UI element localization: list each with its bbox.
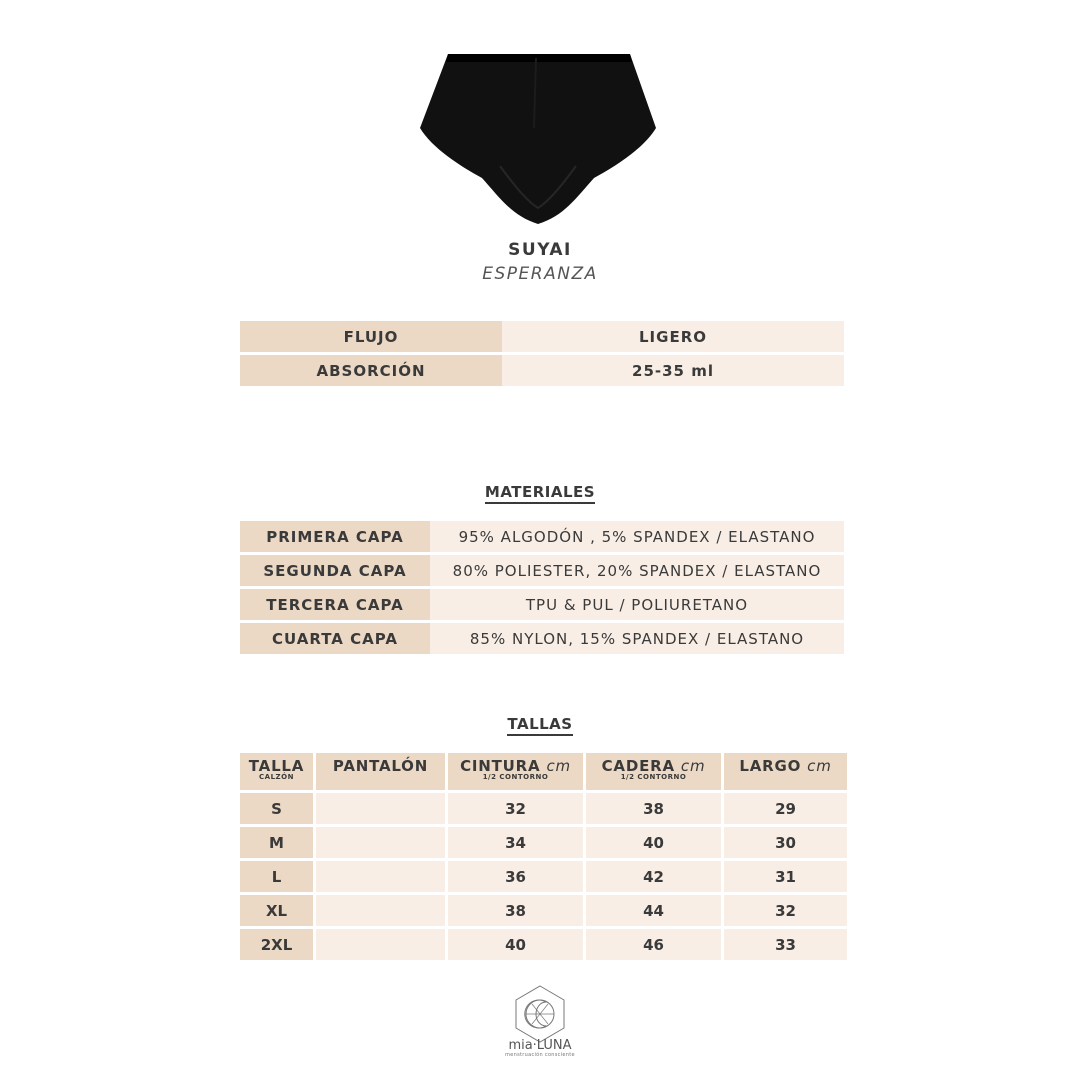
table-row (240, 521, 844, 552)
cintura-cell: 40 (448, 929, 583, 960)
flow-label: FLUJO (240, 321, 502, 352)
pantalon-cell (316, 793, 445, 824)
cintura-cell: 32 (448, 793, 583, 824)
cadera-cell: 40 (586, 827, 721, 858)
largo-cell: 32 (724, 895, 847, 926)
layer-value: 95% ALGODÓN , 5% SPANDEX / ELASTANO (430, 521, 844, 552)
cintura-cell: 34 (448, 827, 583, 858)
table-row (240, 861, 847, 892)
cintura-cell: 38 (448, 895, 583, 926)
table-row (240, 321, 844, 352)
pantalon-cell (316, 861, 445, 892)
product-image (416, 48, 660, 230)
cintura-cell: 36 (448, 861, 583, 892)
brand-name: mia·LUNA (508, 1038, 572, 1053)
flow-value: LIGERO (502, 321, 844, 352)
table-row (240, 623, 844, 654)
largo-cell: 33 (724, 929, 847, 960)
header-largo: LARGO cm (724, 753, 847, 790)
cadera-cell: 46 (586, 929, 721, 960)
pantalon-cell (316, 895, 445, 926)
product-subtitle: ESPERANZA (482, 264, 598, 284)
table-row (240, 895, 847, 926)
table-row (240, 793, 847, 824)
sizes-table (237, 750, 850, 963)
cadera-cell: 38 (586, 793, 721, 824)
size-label: L (240, 861, 313, 892)
table-header-row (240, 753, 847, 790)
layer-label: TERCERA CAPA (240, 589, 430, 620)
header-cintura: CINTURA cm 1/2 CONTORNO (448, 753, 583, 790)
size-label: XL (240, 895, 313, 926)
largo-cell: 30 (724, 827, 847, 858)
header-cadera: CADERA cm 1/2 CONTORNO (586, 753, 721, 790)
size-label: M (240, 827, 313, 858)
size-label: 2XL (240, 929, 313, 960)
table-row (240, 929, 847, 960)
table-row (240, 355, 844, 386)
flow-absorption-table (240, 318, 844, 389)
size-label: S (240, 793, 313, 824)
layer-label: CUARTA CAPA (240, 623, 430, 654)
moon-hexagon-logo-icon (510, 984, 570, 1044)
materials-title: MATERIALES (0, 483, 1080, 501)
layer-label: SEGUNDA CAPA (240, 555, 430, 586)
table-row (240, 555, 844, 586)
absorption-label: ABSORCIÓN (240, 355, 502, 386)
pantalon-cell (316, 827, 445, 858)
layer-label: PRIMERA CAPA (240, 521, 430, 552)
layer-value: TPU & PUL / POLIURETANO (430, 589, 844, 620)
largo-cell: 29 (724, 793, 847, 824)
cadera-cell: 42 (586, 861, 721, 892)
table-row (240, 589, 844, 620)
header-pantalon: PANTALÓN (316, 753, 445, 790)
layer-value: 80% POLIESTER, 20% SPANDEX / ELASTANO (430, 555, 844, 586)
pantalon-cell (316, 929, 445, 960)
absorption-value: 25-35 ml (502, 355, 844, 386)
sizes-title: TALLAS (0, 715, 1080, 733)
table-row (240, 827, 847, 858)
product-name: SUYAI (508, 240, 572, 260)
layer-value: 85% NYLON, 15% SPANDEX / ELASTANO (430, 623, 844, 654)
brand-tagline: menstruación consciente (505, 1052, 575, 1058)
cadera-cell: 44 (586, 895, 721, 926)
materials-table (240, 518, 844, 657)
header-talla: TALLA CALZÓN (240, 753, 313, 790)
largo-cell: 31 (724, 861, 847, 892)
